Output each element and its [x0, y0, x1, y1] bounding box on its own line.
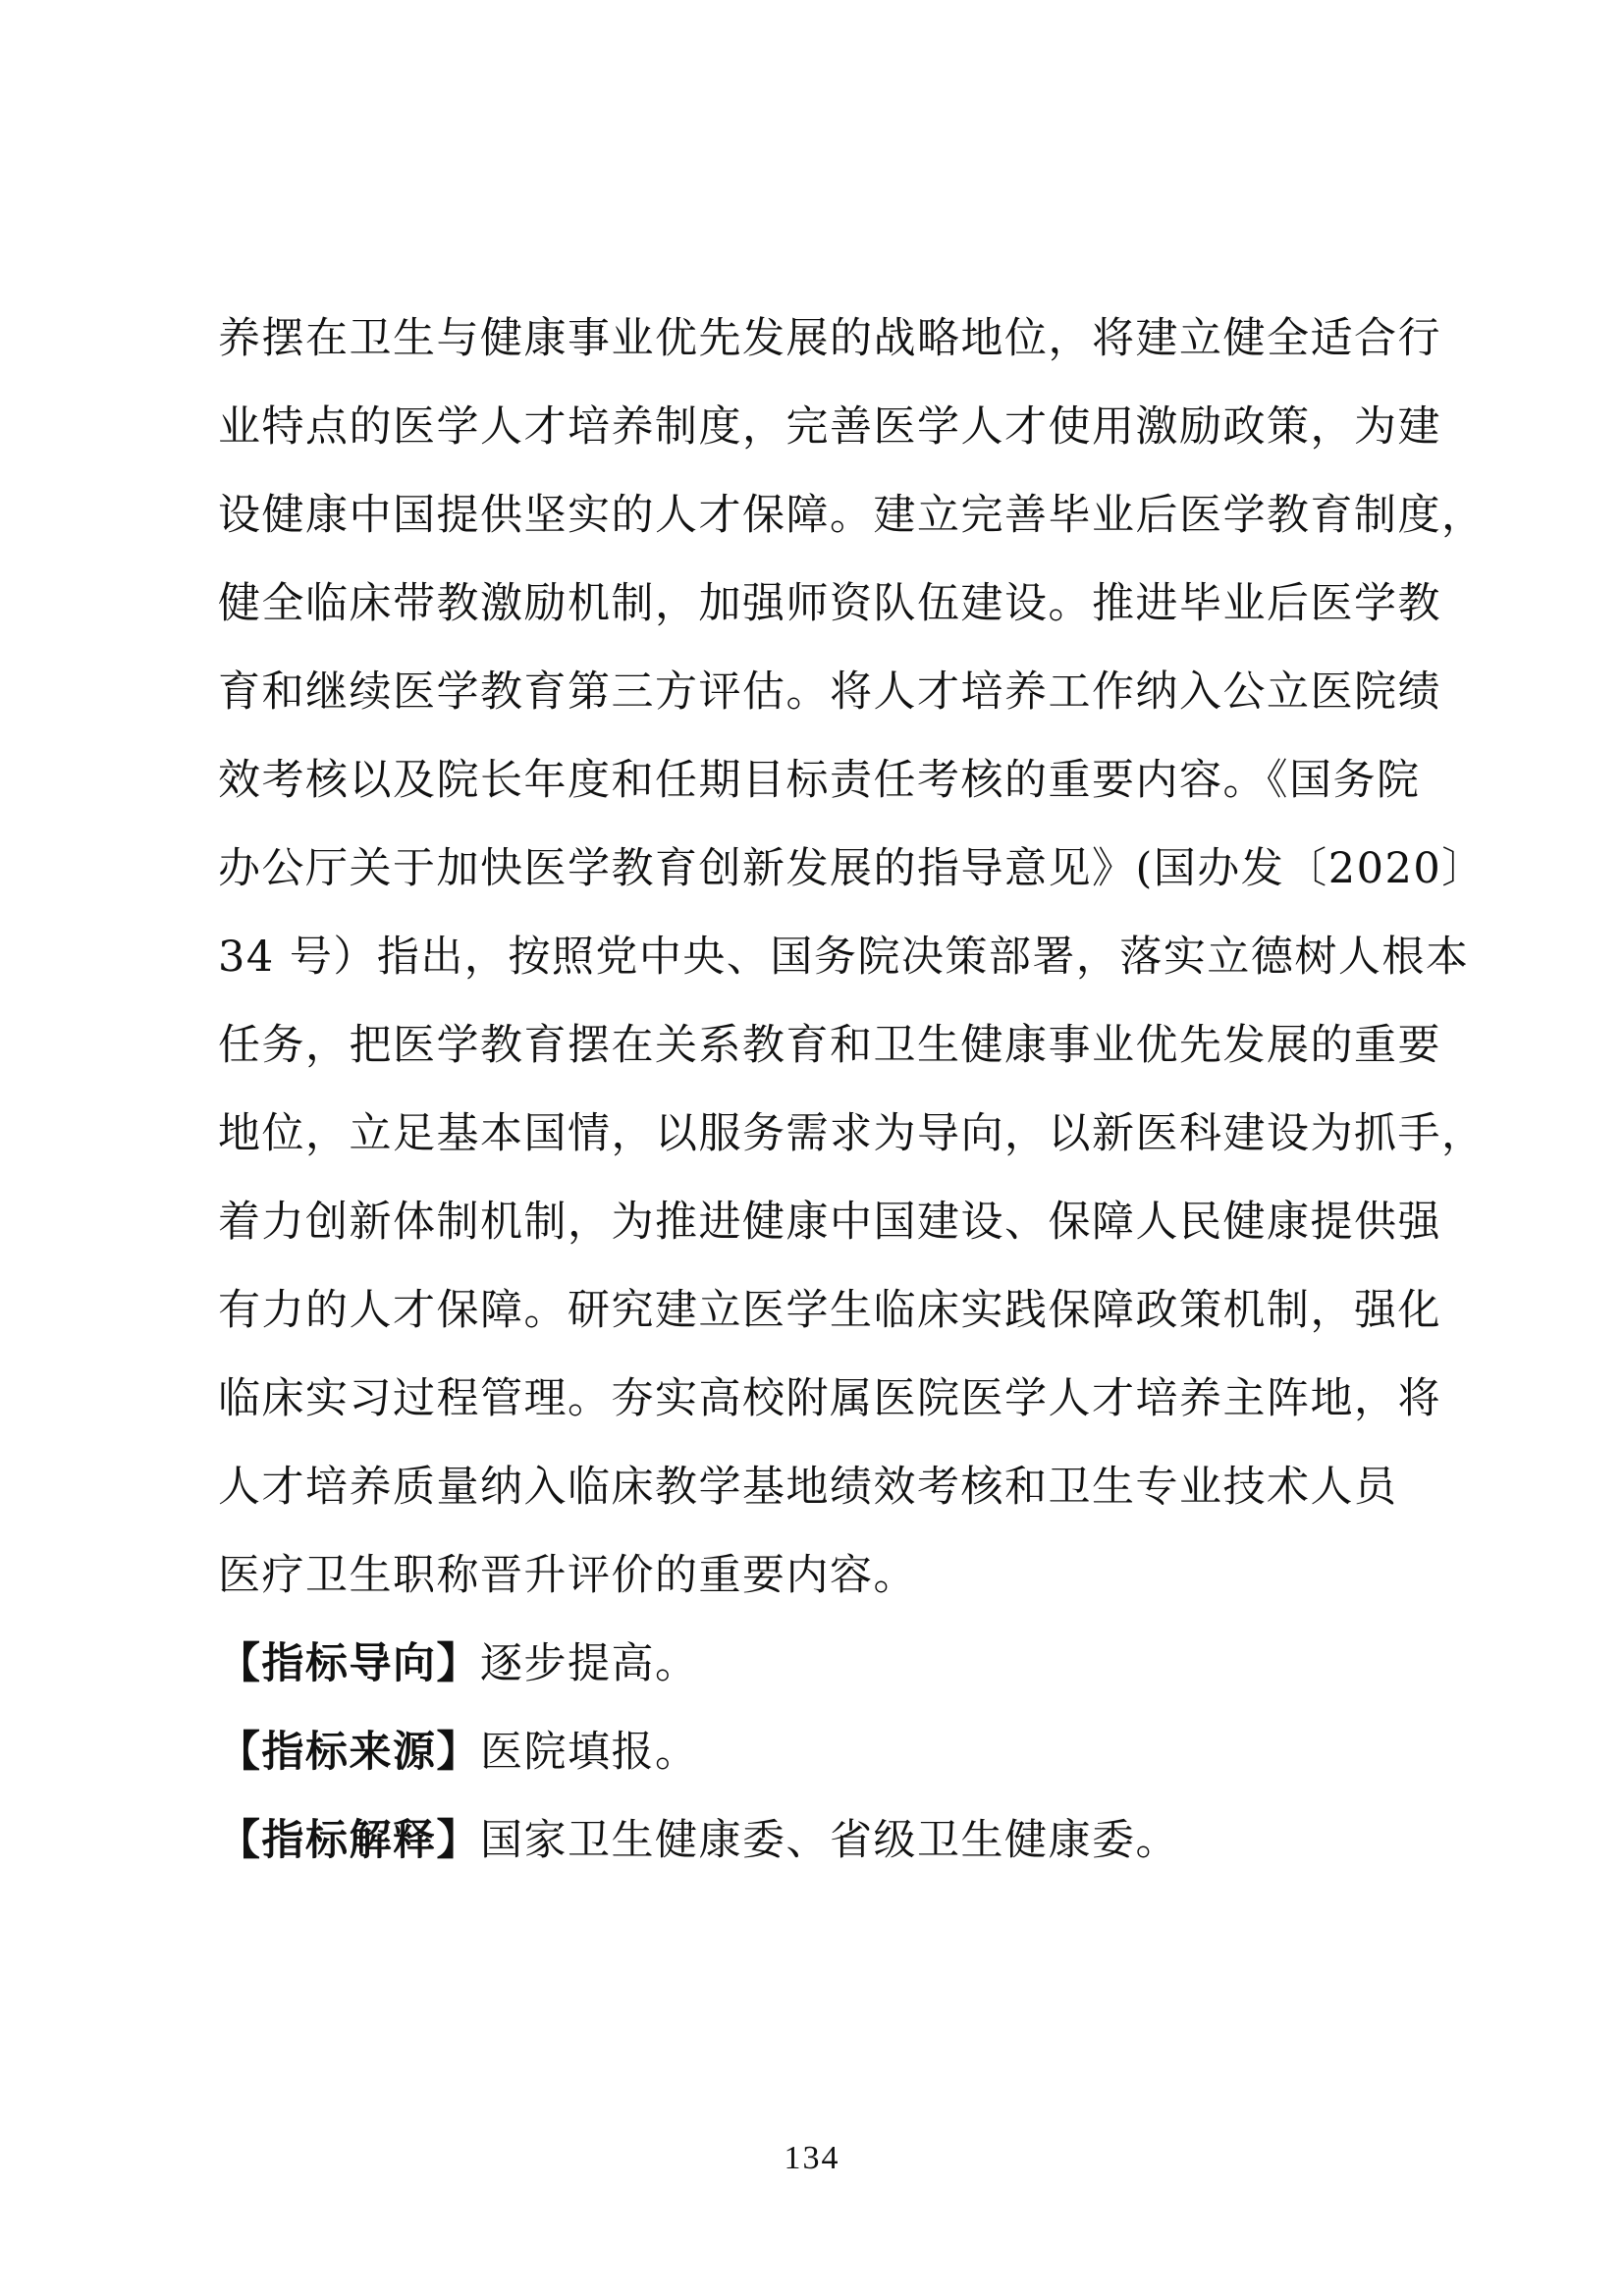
field-value: 医院填报。 — [480, 1728, 699, 1777]
paragraph-line: 人才培养质量纳入临床教学基地绩效考核和卫生专业技术人员 — [218, 1463, 1398, 1512]
paragraph-line: 34 号）指出，按照党中央、国务院决策部署，落实立德树人根本 — [218, 933, 1470, 982]
paragraph-line: 育和继续医学教育第三方评估。将人才培养工作纳入公立医院绩 — [218, 667, 1441, 717]
paragraph-line: 办公厅关于加快医学教育创新发展的指导意见》(国办发〔2020〕 — [218, 844, 1486, 893]
paragraph-line: 有力的人才保障。研究建立医学生临床实践保障政策机制，强化 — [218, 1286, 1441, 1335]
paragraph-line: 医疗卫生职称晋升评价的重要内容。 — [218, 1551, 917, 1600]
paragraph-line: 地位，立足基本国情，以服务需求为导向，以新医科建设为抓手， — [218, 1109, 1486, 1158]
paragraph-line: 设健康中国提供坚实的人才保障。建立完善毕业后医学教育制度， — [218, 491, 1486, 540]
page-number: 134 — [784, 2140, 840, 2176]
field-label: 【指标来源】 — [218, 1728, 480, 1777]
paragraph-line: 任务，把医学教育摆在关系教育和卫生健康事业优先发展的重要 — [218, 1021, 1441, 1070]
body-text — [218, 294, 1486, 1885]
indicator-explanation-field — [218, 1796, 1435, 1885]
paragraph-line: 养摆在卫生与健康事业优先发展的战略地位，将建立健全适合行 — [218, 314, 1441, 363]
field-value: 国家卫生健康委、省级卫生健康委。 — [480, 1816, 1179, 1865]
paragraph-line: 临床实习过程管理。夯实高校附属医院医学人才培养主阵地，将 — [218, 1374, 1441, 1423]
indicator-direction-field — [218, 1620, 1435, 1708]
field-label: 【指标导向】 — [218, 1639, 480, 1688]
paragraph-line: 着力创新体制机制，为推进健康中国建设、保障人民健康提供强 — [218, 1198, 1441, 1247]
paragraph-line: 业特点的医学人才培养制度，完善医学人才使用激励政策，为建 — [218, 402, 1441, 452]
paragraph-line: 效考核以及院长年度和任期目标责任考核的重要内容。《国务院 — [218, 756, 1421, 805]
paragraph-line: 健全临床带教激励机制，加强师资队伍建设。推进毕业后医学教 — [218, 579, 1441, 628]
field-label: 【指标解释】 — [218, 1816, 480, 1865]
indicator-source-field — [218, 1708, 1435, 1796]
field-value: 逐步提高。 — [480, 1639, 699, 1688]
